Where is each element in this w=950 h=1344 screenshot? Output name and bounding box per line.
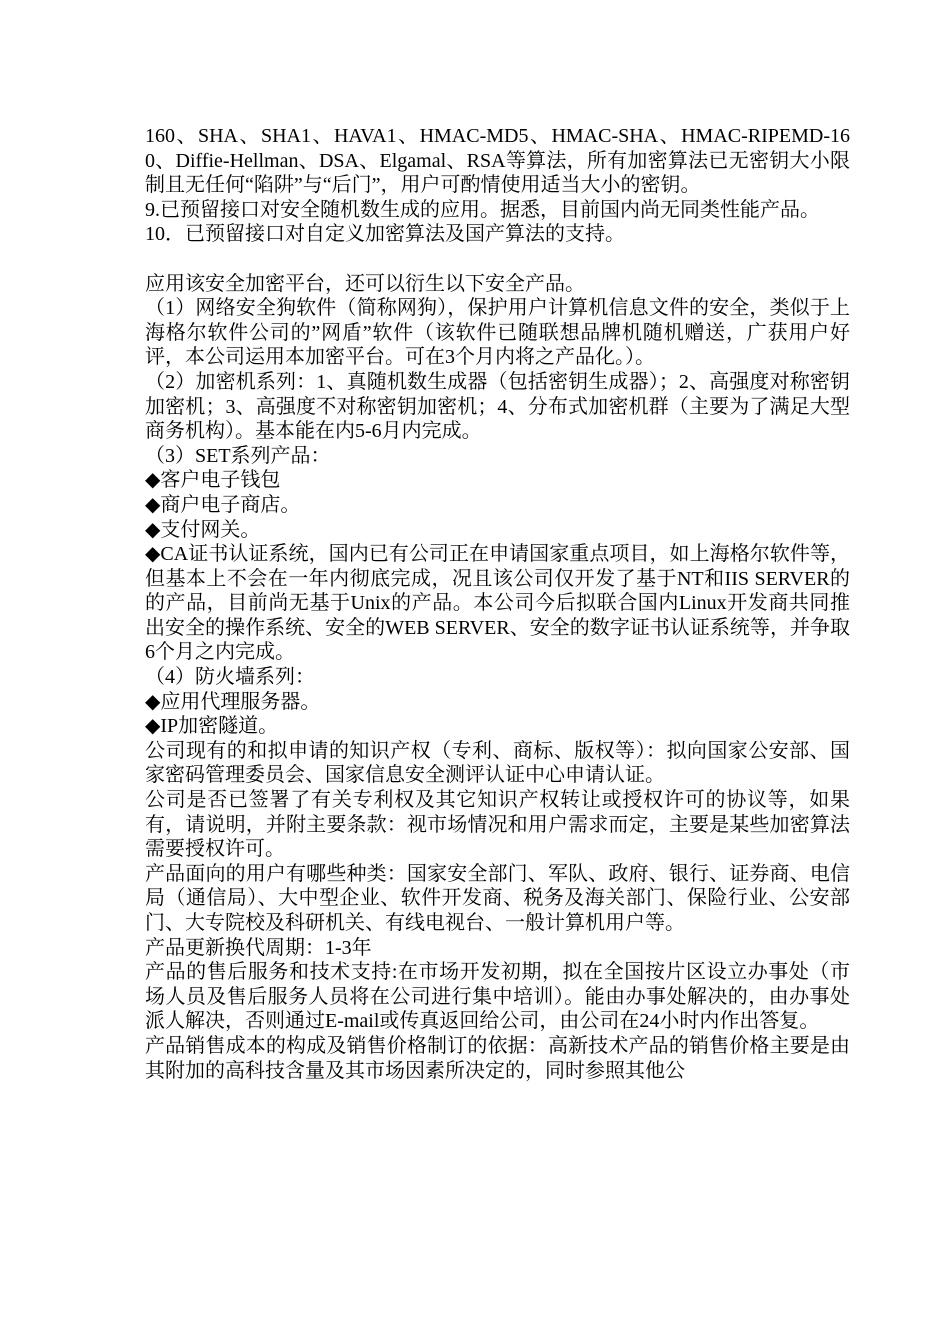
paragraph-product-2: （2）加密机系列：1、真随机数生成器（包括密钥生成器）；2、高强度对称密钥加密机；3、高强度不对称密钥加密机；4、分布式加密机群（主要为了满足大型商务机构）。基本能在内5-6月内完成。	[145, 370, 850, 443]
paragraph-product-3-heading: （3）SET系列产品：	[145, 444, 331, 467]
bullet-item-wallet: ◆客户电子钱包	[145, 469, 281, 492]
blank-line	[145, 247, 850, 272]
paragraph-item-10: 10．已预留接口对自定义加密算法及国产算法的支持。	[145, 223, 625, 246]
paragraph-user-types: 产品面向的用户有哪些种类：国家安全部门、军队、政府、银行、证券商、电信局（通信局）、大中型企业、软件开发商、税务及海关部门、保险行业、公安部门、大专院校及科研机关、有线电视台、一般计算机用户等。	[145, 862, 850, 934]
paragraph-item-9: 9.已预留接口对安全随机数生成的应用。据悉，目前国内尚无同类性能产品。	[145, 198, 820, 221]
document-page	[145, 124, 850, 1083]
paragraph-algorithms: 160、SHA、SHA1、HAVA1、HMAC-MD5、HMAC-SHA、HMAC-RIPEMD-160、Diffie-Hellman、DSA、Elgamal、RSA等算法，所有加密算法已无密钥大小限制且无任何“陷阱”与“后门”，用户可酌情使用适当大小的密钥。	[145, 125, 850, 197]
paragraph-ip-rights: 公司现有的和拟申请的知识产权（专利、商标、版权等）：拟向国家公安部、国家密码管理委员会、国家信息安全测评认证中心申请认证。	[145, 739, 850, 787]
paragraph-product-4-heading: （4）防火墙系列：	[145, 666, 315, 689]
bullet-item-proxy: ◆应用代理服务器。	[145, 690, 321, 713]
bullet-item-ip-tunnel: ◆IP加密隧道。	[145, 715, 279, 738]
paragraph-update-cycle: 产品更新换代周期：1-3年	[145, 936, 372, 959]
paragraph-after-sales: 产品的售后服务和技术支持:在市场开发初期，拟在全国按片区设立办事处（市场人员及售后服务人员将在公司进行集中培训）。能由办事处解决的，由办事处派人解决，否则通过E-mail或传真返回给公司，由公司在24小时内作出答复。	[145, 961, 850, 1033]
bullet-item-ca-system: ◆CA证书认证系统，国内已有公司正在申请国家重点项目，如上海格尔软件等，但基本上不会在一年内彻底完成，况且该公司仅开发了基于NT和IIS SERVER的的产品，目前尚无基于Unix的产品。本公司今后拟联合国内Linux开发商共同推出安全的操作系统、安全的WEB SERVER、安全的数字证书认证系统等，并争取6个月之内完成。	[145, 543, 850, 664]
bullet-item-store: ◆商户电子商店。	[145, 493, 301, 516]
bullet-item-gateway: ◆支付网关。	[145, 518, 261, 541]
paragraph-derived-products-intro: 应用该安全加密平台，还可以衍生以下安全产品。	[145, 272, 585, 295]
paragraph-product-1: （1）网络安全狗软件（简称网狗），保护用户计算机信息文件的安全，类似于上海格尔软件公司的”网盾”软件（该软件已随联想品牌机随机赠送，广获用户好评，本公司运用本加密平台。可在3个月内将之产品化。）。	[145, 297, 850, 369]
paragraph-license-agreements: 公司是否已签署了有关专利权及其它知识产权转让或授权许可的协议等，如果有，请说明，并附主要条款：视市场情况和用户需求而定，主要是某些加密算法需要授权许可。	[145, 789, 850, 861]
paragraph-pricing: 产品销售成本的构成及销售价格制订的依据：高新技术产品的销售价格主要是由其附加的高科技含量及其市场因素所决定的，同时参照其他公	[145, 1034, 850, 1082]
